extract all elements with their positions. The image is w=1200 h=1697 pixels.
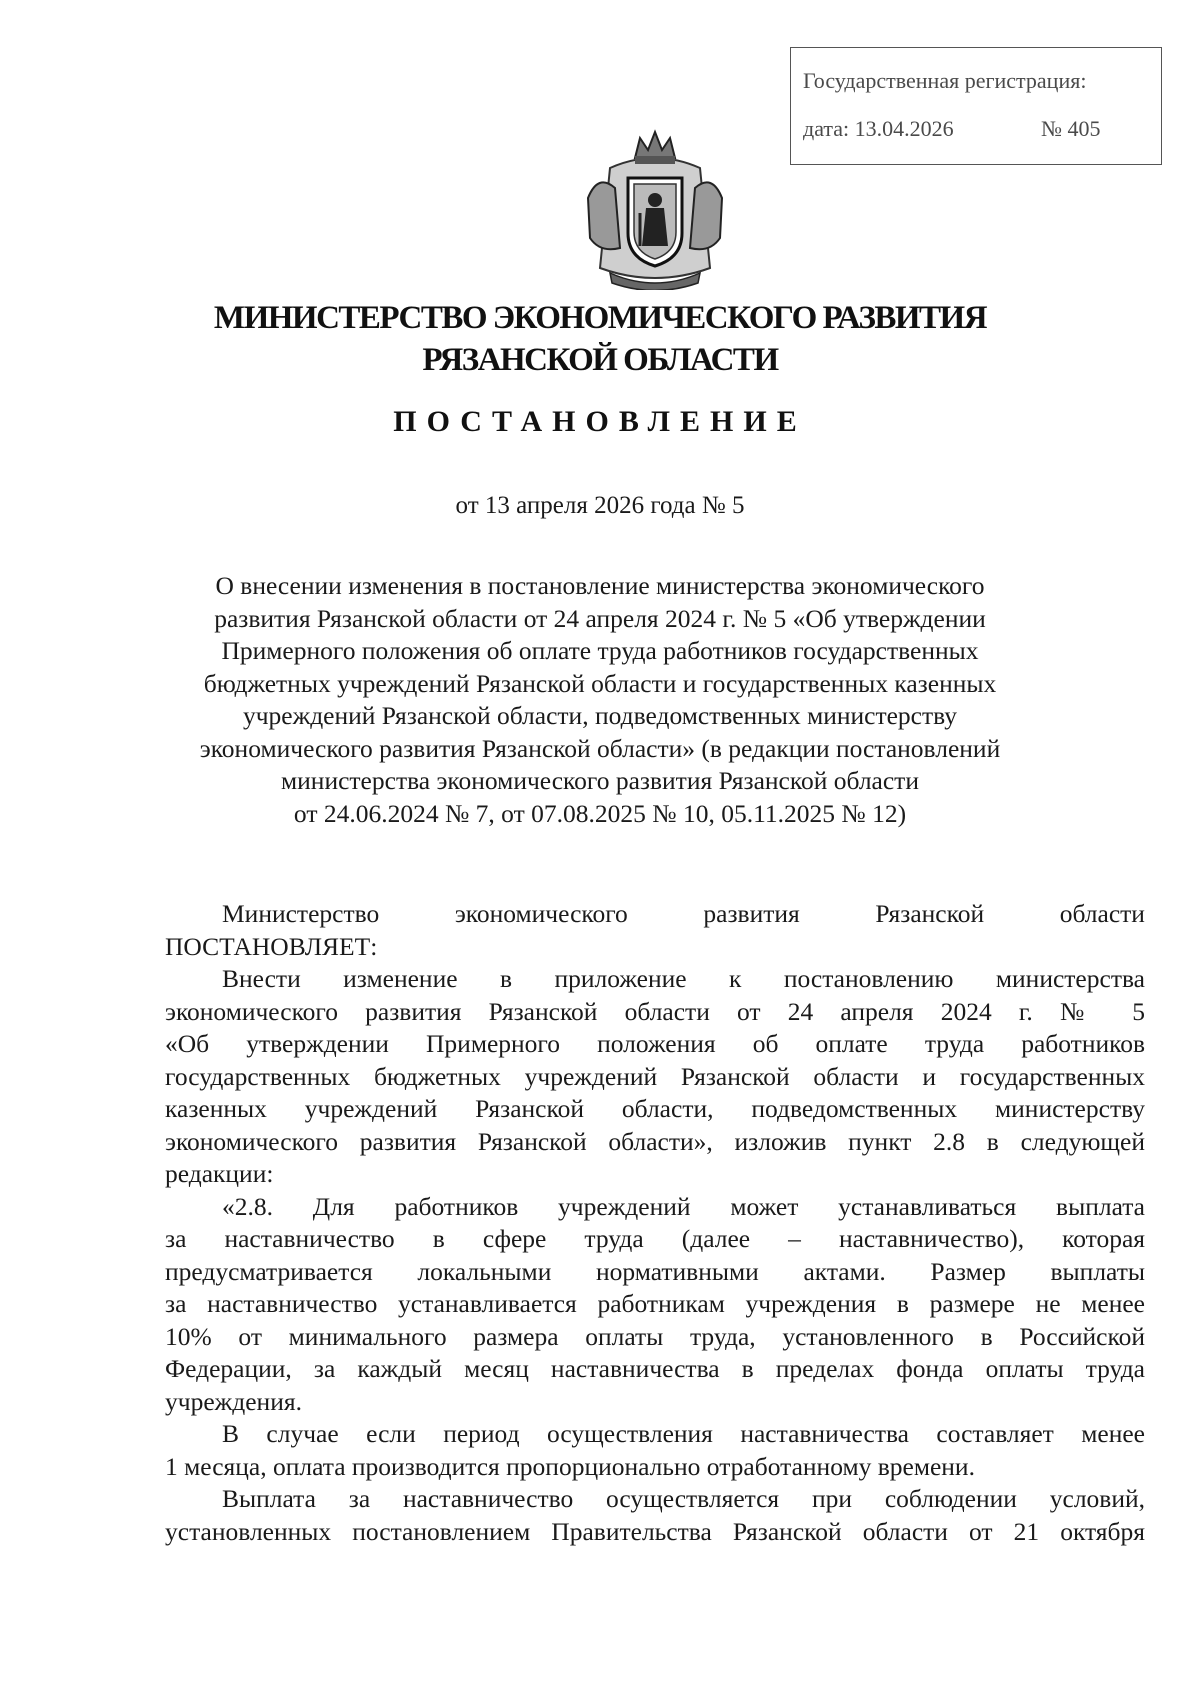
body-word: Министерство: [222, 899, 380, 928]
body-paragraph-5-line: Выплата за наставничество осуществляется при соблюдении условий,: [222, 1484, 1145, 1513]
body-word: области: [1059, 899, 1145, 928]
body-paragraph-2-line: редакции:: [165, 1159, 274, 1188]
body-paragraph-2-line: Внести изменение в приложение к постановлению министерства: [222, 964, 1145, 993]
ryazan-coat-of-arms-icon: [580, 128, 730, 290]
registration-number: № 405: [1041, 116, 1101, 141]
subject-line: бюджетных учреждений Рязанской области и государственных казенных: [203, 668, 997, 698]
body-word: Рязанской: [875, 899, 985, 928]
document-body: [165, 898, 1145, 1548]
body-paragraph-5-line: установленных постановлением Правительства Рязанской области от 21 октября: [165, 1516, 1145, 1546]
subject-line: учреждений Рязанской области, подведомственных министерству: [242, 701, 958, 730]
body-word: экономического: [454, 899, 628, 928]
subject-line: О внесении изменения в постановление министерства экономического: [215, 571, 985, 600]
ministry-name-line2: РЯЗАНСКОЙ ОБЛАСТИ: [422, 342, 778, 378]
body-paragraph-2-line: экономического развития Рязанской области», изложив пункт 2.8 в следующей: [165, 1126, 1145, 1156]
registration-title: Государственная регистрация:: [803, 68, 1087, 93]
document-type: ПОСТАНОВЛЕНИЕ: [393, 405, 807, 438]
body-paragraph-4-line: В случае если период осуществления наставничества составляет менее: [222, 1419, 1145, 1448]
subject-line: экономического развития Рязанской области» (в редакции постановлений: [199, 733, 1001, 763]
body-paragraph-3-line: предусматривается локальными нормативными актами. Размер выплаты: [165, 1256, 1145, 1286]
body-paragraph-2-line: государственных бюджетных учреждений Рязанской области и государственных: [165, 1061, 1145, 1091]
body-paragraph-4-line: 1 месяца, оплата производится пропорционально отработанному времени.: [165, 1451, 975, 1481]
ministry-name-line1: МИНИСТЕРСТВО ЭКОНОМИЧЕСКОГО РАЗВИТИЯ: [213, 300, 987, 336]
subject-line: министерства экономического развития Рязанской области: [281, 766, 919, 795]
subject-line: Примерного положения об оплате труда работников государственных: [221, 636, 979, 665]
body-paragraph-3-line: учреждения.: [165, 1386, 302, 1416]
body-paragraph-1-line1: [165, 898, 1145, 931]
body-paragraph-2-line: экономического развития Рязанской области от 24 апреля 2024 г. № 5: [165, 996, 1145, 1026]
document-subject: [0, 570, 1200, 830]
body-paragraph-2-line: казенных учреждений Рязанской области, подведомственных министерству: [165, 1094, 1145, 1123]
body-paragraph-3-line: «2.8. Для работников учреждений может устанавливаться выплата: [222, 1191, 1145, 1221]
body-word: развития: [703, 899, 800, 928]
registration-stamp: [790, 47, 1162, 165]
body-paragraph-1-line2: ПОСТАНОВЛЯЕТ:: [165, 931, 378, 961]
body-paragraph-3-line: за наставничество устанавливается работникам учреждения в размере не менее: [165, 1289, 1145, 1318]
document-date: от 13 апреля 2026 года № 5: [455, 492, 745, 519]
body-paragraph-3-line: 10% от минимального размера оплаты труда, установленного в Российской: [165, 1321, 1145, 1351]
registration-date: дата: 13.04.2026: [803, 116, 954, 141]
body-paragraph-3-line: за наставничество в сфере труда (далее – наставничество), которая: [165, 1224, 1145, 1253]
body-paragraph-2-line: «Об утверждении Примерного положения об оплате труда работников: [165, 1029, 1145, 1058]
subject-line: развития Рязанской области от 24 апреля 2024 г. № 5 «Об утверждении: [214, 603, 986, 633]
subject-line: от 24.06.2024 № 7, от 07.08.2025 № 10, 05.11.2025 № 12): [293, 798, 907, 828]
body-paragraph-3-line: Федерации, за каждый месяц наставничества в пределах фонда оплаты труда: [165, 1354, 1145, 1383]
